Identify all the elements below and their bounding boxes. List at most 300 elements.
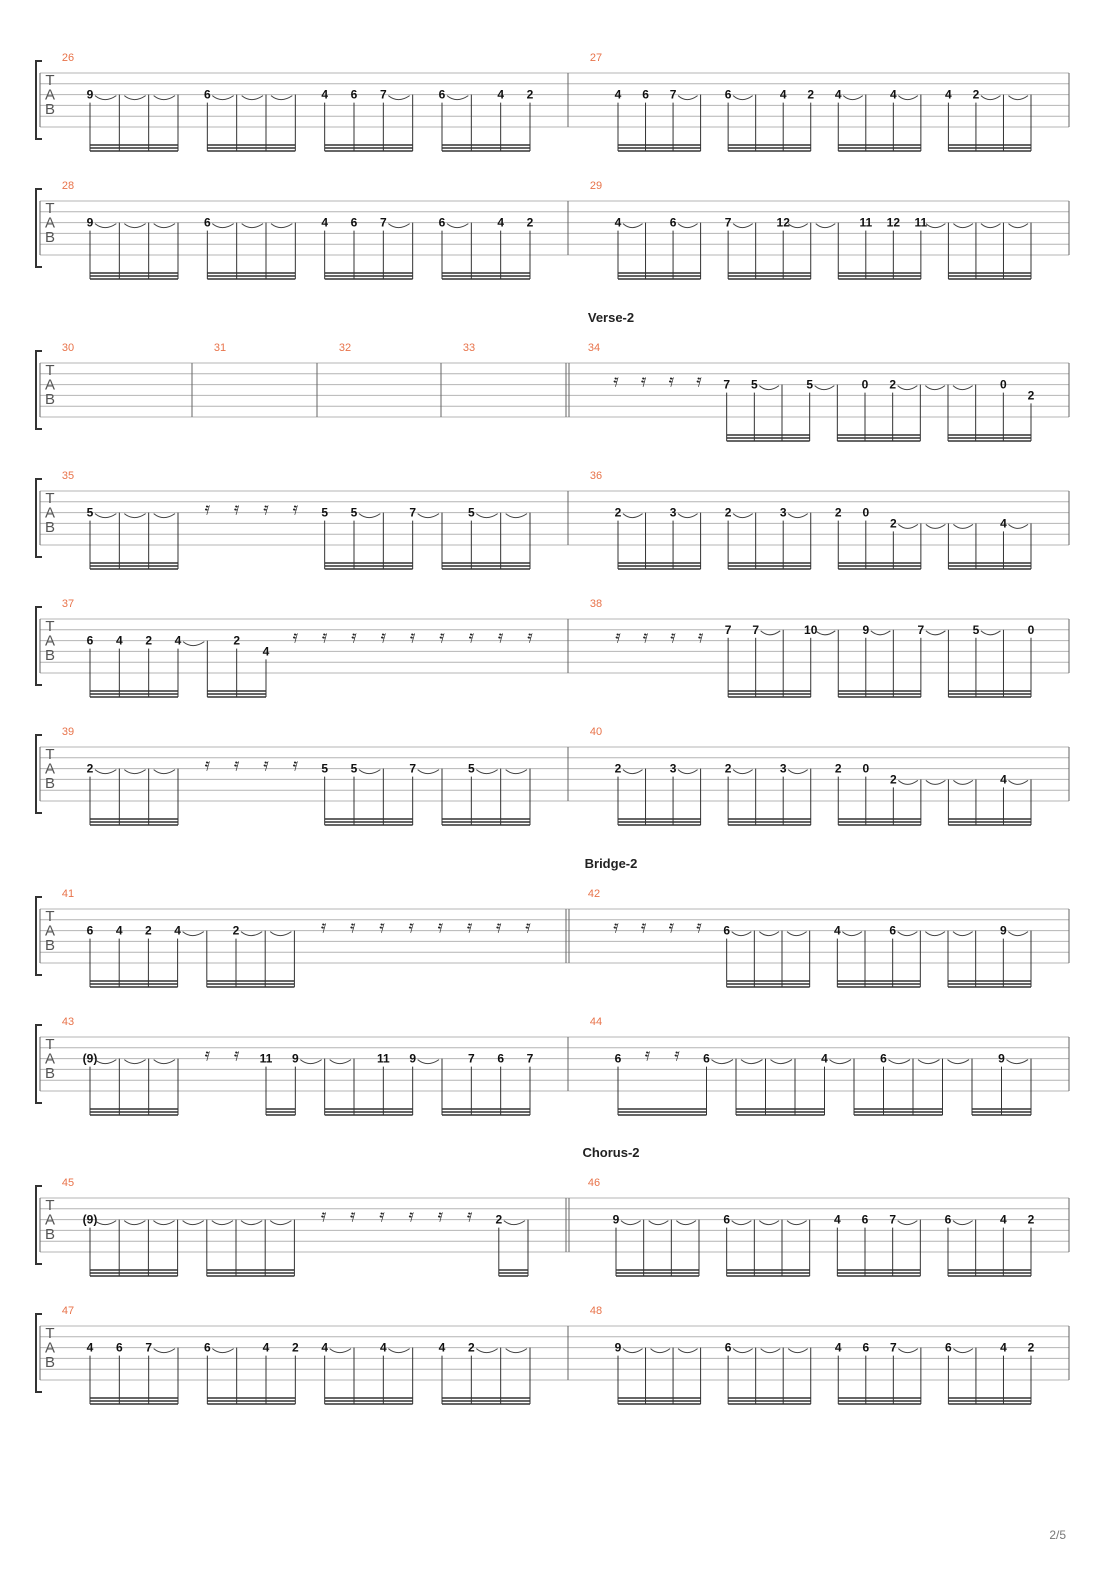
measure [214,342,226,354]
tie-arc [733,96,753,100]
tie-arc [918,1060,940,1064]
tab-system [36,52,1069,151]
fret-number: 2 [889,377,897,392]
fret-number: 4 [779,87,787,102]
fret-number: 9 [86,87,94,102]
rest-symbol: 𝄿 [696,370,702,391]
tie-arc [271,96,292,100]
fret-number: 2 [526,87,534,102]
fret-number: 6 [614,1051,622,1066]
fret-number: 4 [945,87,952,102]
fret-number: 6 [203,87,211,102]
tab-system [36,180,1069,279]
measure [590,1305,1035,1404]
fret-number: 6 [724,87,732,102]
tie-arc [212,1349,233,1353]
tie-arc [651,1349,671,1353]
fret-number: 7 [723,377,731,392]
rest-symbol: 𝄿 [379,916,385,937]
tab-clef-letter: B [44,1226,56,1243]
fret-number: 6 [862,1340,870,1355]
tie-arc [95,770,116,774]
tie-arc [948,1060,970,1064]
rest-symbol: 𝄿 [409,626,416,647]
fret-number: 5 [972,622,980,637]
fret-number: 2 [233,633,241,648]
tie-arc [981,224,1001,228]
fret-number: 6 [724,1340,732,1355]
measure [590,470,1031,569]
fret-number: 7 [917,622,925,637]
tie-arc [953,224,973,228]
fret-number: 4 [438,1340,446,1355]
tie-arc [330,1349,351,1353]
tie-arc [447,224,468,228]
fret-number: 7 [724,215,732,230]
tie-arc [787,932,807,936]
fret-number: 9 [409,1051,417,1066]
tie-arc [898,96,918,100]
fret-number: 9 [612,1212,620,1227]
measure [62,180,534,279]
tie-arc [388,224,409,228]
fret-number: 0 [862,761,870,776]
tie-arc [183,932,204,936]
rest-symbol: 𝄿 [320,916,327,937]
measure [62,888,531,987]
fret-number: 3 [669,761,677,776]
fret-number: 2 [807,87,815,102]
fret-number: 5 [806,377,814,392]
measure-number: 48 [589,1305,603,1317]
fret-number: 6 [669,215,677,230]
measure [590,726,1031,825]
tab-clef-letter: T [45,72,55,89]
rest-symbol: 𝄿 [437,916,444,937]
tie-arc [154,96,175,100]
measure [339,342,351,354]
tab-clef-letter: T [45,746,55,763]
tie-arc [761,1349,781,1353]
tie-arc [212,224,233,228]
fret-number: 10 [804,622,818,637]
tab-clef-letter: T [45,200,55,217]
rest-symbol: 𝄿 [437,1205,444,1226]
fret-number: 4 [321,215,329,230]
fret-number: 12 [776,215,790,230]
rest-symbol: 𝄿 [613,370,619,391]
rest-symbol: 𝄿 [350,916,356,937]
rest-symbol: 𝄿 [233,754,240,775]
rest-symbol: 𝄿 [674,1044,680,1065]
tie-arc [1008,96,1028,100]
fret-number: 9 [998,1051,1005,1066]
tab-system [36,726,1069,825]
tab-system [36,1016,1069,1115]
tie-arc [124,1221,145,1225]
tie-arc [95,1060,116,1064]
tie-arc [447,96,468,100]
rest-symbol: 𝄿 [292,626,299,647]
fret-number: 6 [642,87,649,102]
fret-number: 4 [321,1340,329,1355]
rest-symbol: 𝄿 [204,1044,211,1065]
fret-number: (9) [82,1212,98,1227]
tie-arc [733,224,753,228]
tie-arc [678,514,698,518]
fret-number: 4 [614,87,622,102]
rest-symbol: 𝄿 [615,626,621,647]
tie-arc [830,1060,852,1064]
fret-number: 4 [889,87,897,102]
tie-arc [787,1221,807,1225]
fret-number: 3 [779,505,787,520]
fret-number: 6 [438,215,446,230]
fret-number: 9 [86,215,94,230]
tie-arc [504,1221,525,1225]
fret-number: 6 [86,633,94,648]
fret-number: 4 [115,633,123,648]
tab-clef-letter: T [45,362,55,379]
measure-number: 45 [61,1177,75,1189]
fret-number: 9 [614,1340,622,1355]
fret-number: 5 [350,761,358,776]
tab-clef-letter: B [44,937,56,954]
fret-number: 2 [889,772,897,787]
fret-number: 6 [203,1340,211,1355]
fret-number: 4 [115,923,123,938]
fret-number: 11 [259,1051,273,1066]
tab-clef-letter: B [44,1065,56,1082]
tie-arc [712,1060,734,1064]
measure-number: 32 [338,342,352,354]
measure [590,1016,1031,1115]
measure [590,180,1031,279]
rest-symbol: 𝄿 [204,754,211,775]
measure [590,52,1031,151]
rest-symbol: 𝄿 [351,626,357,647]
fret-number: 5 [350,505,358,520]
fret-number: 6 [203,215,211,230]
tie-arc [889,1060,911,1064]
measure-number: 43 [61,1016,75,1028]
tie-arc [1008,932,1028,936]
fret-number: 4 [614,215,622,230]
tie-arc [623,514,643,518]
tie-arc [1008,524,1028,528]
tie-arc [953,932,973,936]
tie-arc [981,96,1001,100]
tab-system [36,598,1069,697]
measure-number: 40 [589,726,603,738]
fret-number: 7 [409,505,417,520]
fret-number: 2 [724,505,732,520]
fret-number: 6 [438,87,446,102]
fret-number: 6 [945,1340,952,1355]
fret-number: 11 [914,215,928,230]
fret-number: 5 [321,505,329,520]
page-number: 2/5 [1049,1528,1066,1542]
measure [590,598,1035,697]
tie-arc [898,386,918,390]
fret-number: 7 [526,1051,534,1066]
fret-number: 0 [861,377,869,392]
measure-number: 30 [61,342,75,354]
tie-arc [732,932,752,936]
fret-number: 6 [944,1212,952,1227]
tab-clef-letter: A [44,1339,56,1357]
fret-number: 5 [86,505,94,520]
tab-clef-letter: A [44,504,56,522]
measure-number: 28 [61,180,75,192]
fret-number: 7 [669,87,677,102]
tie-arc [242,224,263,228]
tie-arc [898,1349,918,1353]
fret-number: 11 [376,1051,390,1066]
section-label: Verse-2 [587,310,635,325]
tie-arc [733,1349,753,1353]
rest-symbol: 𝄿 [642,626,649,647]
tie-arc [898,524,918,528]
tie-arc [871,631,891,635]
fret-number: 6 [497,1051,505,1066]
tie-arc [212,96,233,100]
tie-arc [154,1060,175,1064]
tie-arc [816,224,836,228]
tab-clef-letter: T [45,1197,55,1214]
tie-arc [678,96,698,100]
rest-symbol: 𝄿 [350,1205,356,1226]
fret-number: 5 [750,377,758,392]
tie-arc [981,631,1001,635]
measure-number: 41 [61,888,75,900]
tie-arc [388,1349,409,1353]
fret-number: 4 [821,1051,828,1066]
tie-arc [330,1060,351,1064]
fret-number: 4 [321,87,329,102]
rest-symbol: 𝄿 [640,370,647,391]
tie-arc [623,1349,643,1353]
measure-number: 47 [61,1305,75,1317]
fret-number: 11 [859,215,873,230]
tie-arc [953,1349,973,1353]
tab-clef-letter: B [44,775,56,792]
tie-arc [926,631,946,635]
section-label: Chorus-2 [582,1145,640,1160]
fret-number: 6 [880,1051,887,1066]
tie-arc [771,1060,793,1064]
fret-number: 6 [86,923,94,938]
measure-number: 38 [589,598,603,610]
fret-number: 12 [886,215,901,230]
tie-arc [506,1349,527,1353]
fret-number: 6 [115,1340,123,1355]
fret-number: 4 [834,1340,842,1355]
tie-arc [388,96,409,100]
tie-arc [623,224,643,228]
fret-number: 2 [614,761,622,776]
fret-number: 4 [379,1340,387,1355]
tie-arc [418,514,439,518]
measure [588,1177,1035,1276]
measure [62,1016,534,1115]
measure-number: 46 [587,1177,601,1189]
fret-number: 6 [723,1212,731,1227]
fret-number: 5 [321,761,329,776]
tab-clef-letter: T [45,490,55,507]
fret-number: 4 [174,633,182,648]
tab-clef-letter: A [44,922,56,940]
tie-arc [95,224,116,228]
fret-number: 2 [834,505,842,520]
fret-number: 2 [1027,1212,1035,1227]
tab-clef-letter: T [45,908,55,925]
tie-arc [788,770,808,774]
tie-arc [898,932,918,936]
tie-arc [788,514,808,518]
measure [588,342,1035,441]
fret-number: 4 [1000,1340,1007,1355]
fret-number: 5 [467,761,475,776]
tie-arc [95,1221,116,1225]
fret-number: 2 [724,761,732,776]
fret-number: 4 [174,923,181,938]
tie-arc [95,96,116,100]
tie-arc [124,96,145,100]
tie-arc [926,224,946,228]
tie-arc [95,514,116,518]
tie-arc [816,631,836,635]
tie-arc [678,224,698,228]
rest-symbol: 𝄿 [292,498,299,519]
tie-arc [678,1349,698,1353]
tab-clef-letter: B [44,391,56,408]
fret-number: 2 [467,1340,475,1355]
fret-number: 7 [379,87,387,102]
tab-clef-letter: A [44,760,56,778]
tie-arc [623,770,643,774]
fret-number: 7 [889,1340,897,1355]
tab-clef-letter: B [44,101,56,118]
measure-number: 44 [589,1016,603,1028]
fret-number: 2 [526,215,534,230]
tie-arc [154,770,175,774]
tie-arc [733,514,753,518]
tie-arc [759,932,779,936]
measure [62,598,533,697]
tie-arc [271,224,292,228]
tab-clef-letter: B [44,1354,56,1371]
tie-arc [843,96,863,100]
tie-arc [953,1221,973,1225]
fret-number: 2 [1027,1340,1035,1355]
rest-symbol: 𝄿 [525,916,531,937]
rest-symbol: 𝄿 [408,916,414,937]
tie-arc [476,1349,497,1353]
tab-clef-letter: A [44,1050,56,1068]
tie-arc [676,1221,696,1225]
tab-clef-letter: A [44,1211,56,1229]
rest-symbol: 𝄿 [233,498,240,519]
fret-number: 7 [409,761,417,776]
fret-number: 7 [889,1212,897,1227]
tab-clef-letter: B [44,647,56,664]
measure-number: 34 [587,342,601,354]
measure [62,52,534,151]
tie-arc [241,932,262,936]
measure [62,470,530,569]
tab-system [36,470,1069,569]
rest-symbol: 𝄿 [640,916,647,937]
fret-number: 4 [833,1212,841,1227]
tab-system [36,310,1069,441]
fret-number: 4 [833,923,841,938]
fret-number: 2 [889,516,897,531]
tie-arc [953,780,973,784]
fret-number: 2 [86,761,94,776]
fret-number: 0 [862,505,870,520]
measure-number: 39 [61,726,75,738]
fret-number: 2 [145,633,153,648]
measure-number: 31 [213,342,227,354]
rest-symbol: 𝄿 [379,1205,385,1226]
fret-number: 6 [350,87,358,102]
tie-arc [183,1221,204,1225]
tie-arc [1008,780,1028,784]
tab-clef-letter: T [45,1036,55,1053]
tab-system [36,856,1069,987]
measure [62,1177,528,1276]
fret-number: 7 [145,1340,153,1355]
tie-arc [241,1221,262,1225]
tie-arc [418,770,439,774]
tie-arc [732,1221,752,1225]
measure-number: 35 [61,470,75,482]
measure-number: 26 [61,52,75,64]
rest-symbol: 𝄿 [380,626,387,647]
tab-system [36,1305,1069,1404]
tie-arc [359,770,380,774]
tie-arc [242,96,263,100]
rest-symbol: 𝄿 [697,626,704,647]
fret-number: 2 [291,1340,299,1355]
rest-symbol: 𝄿 [466,916,473,937]
rest-symbol: 𝄿 [496,916,502,937]
tab-system [36,1145,1069,1276]
fret-number: 4 [262,644,270,659]
tie-arc [124,224,145,228]
fret-number: 2 [232,923,240,938]
tie-arc [476,514,497,518]
rest-symbol: 𝄿 [408,1205,414,1226]
rest-symbol: 𝄿 [527,626,533,647]
rest-symbol: 𝄿 [263,754,269,775]
tie-arc [649,1221,669,1225]
fret-number: 9 [291,1051,299,1066]
tie-arc [815,386,835,390]
fret-number: 0 [1027,622,1035,637]
tie-arc [476,770,497,774]
tie-arc [183,642,204,646]
measure [588,888,1031,987]
fret-number: 5 [467,505,475,520]
fret-number: 7 [724,622,732,637]
measure-number: 27 [589,52,603,64]
rest-symbol: 𝄿 [468,626,475,647]
tie-arc [153,1221,174,1225]
measure [62,726,530,825]
rest-symbol: 𝄿 [439,626,445,647]
